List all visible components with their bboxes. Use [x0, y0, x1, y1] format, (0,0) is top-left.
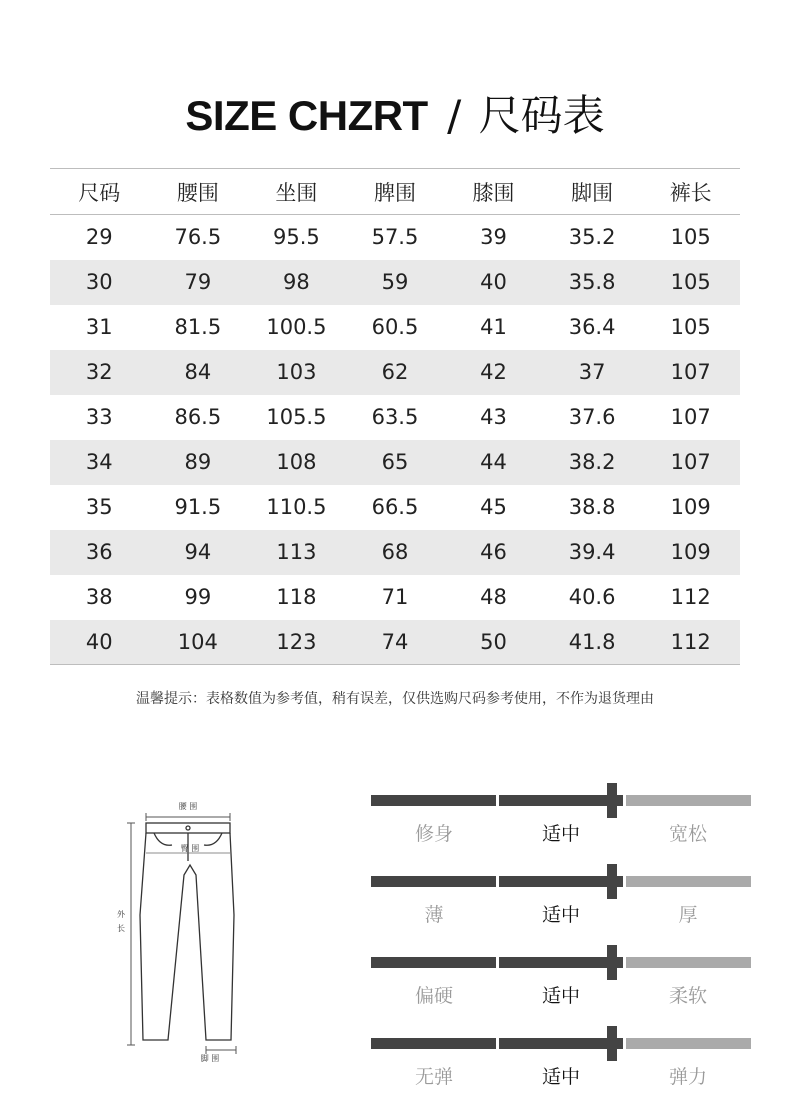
scale-label-right: 宽松: [668, 823, 707, 845]
table-header-row: [50, 169, 740, 215]
table-cell: 32: [85, 360, 113, 384]
table-cell: 37: [578, 360, 606, 384]
table-cell: 35.2: [568, 225, 616, 250]
scale-segment-right: [626, 876, 751, 887]
header-length: 裤长: [669, 180, 712, 205]
table-cell: 84: [184, 360, 212, 384]
table-cell: 108: [276, 450, 317, 474]
scale-label-right: 弹力: [668, 1066, 707, 1088]
table-cell: 110.5: [266, 495, 327, 519]
table-row: [50, 440, 740, 485]
label-length-2: 长: [117, 924, 125, 933]
scale-segment-mid: [499, 1038, 623, 1049]
scale-marker: [607, 1026, 617, 1061]
table-cell: 99: [184, 585, 212, 609]
table-row: [50, 530, 740, 575]
table-row: [50, 350, 740, 395]
table-cell: 44: [480, 450, 507, 474]
scale-label-mid: 适中: [541, 985, 580, 1007]
table-cell: 34: [85, 450, 113, 474]
scale-label-left: 薄: [424, 904, 444, 926]
table-cell: 112: [670, 629, 711, 654]
table-cell: 30: [85, 270, 113, 294]
table-cell: 40: [85, 629, 113, 654]
table-cell: 36.4: [568, 315, 616, 339]
table-cell: 35.8: [568, 270, 616, 294]
table-cell: 29: [85, 225, 113, 250]
table-cell: 48: [480, 585, 507, 609]
title-separator: /: [447, 91, 462, 140]
table-cell: 41: [480, 315, 507, 339]
table-cell: 105: [670, 270, 711, 294]
table-cell: 39: [480, 225, 507, 250]
scale-segment-left: [371, 957, 496, 968]
table-cell: 40.6: [568, 585, 616, 609]
scale-segment-mid: [499, 957, 623, 968]
table-cell: 89: [184, 450, 212, 474]
table-cell: 42: [480, 360, 507, 384]
table-cell: 74: [381, 629, 409, 654]
table-cell: 107: [670, 405, 711, 429]
table-cell: 46: [480, 540, 507, 564]
table-cell: 86.5: [174, 405, 222, 429]
header-waist: 腰围: [176, 180, 219, 205]
scale-segment-mid: [499, 795, 623, 806]
table-cell: 103: [276, 360, 317, 384]
label-hem: 脚 围: [200, 1054, 220, 1063]
scale-segment-mid: [499, 876, 623, 887]
title-english: SIZE CHZRT: [185, 92, 428, 139]
table-cell: 76.5: [174, 225, 222, 250]
table-cell: 79: [184, 270, 212, 294]
table-row: [50, 215, 740, 260]
title-chinese: 尺码表: [478, 91, 605, 140]
pants-diagram: [110, 795, 270, 1065]
table-cell: 105: [670, 315, 711, 339]
header-thigh: 脾围: [373, 180, 416, 205]
softness-scale: [371, 957, 751, 1027]
table-cell: 33: [85, 405, 113, 429]
label-waist: 腰 围: [178, 802, 198, 811]
table-cell: 38.2: [568, 450, 616, 474]
size-table: [50, 168, 740, 665]
header-size: 尺码: [78, 180, 121, 205]
scale-label-left: 修身: [414, 823, 453, 845]
table-cell: 37.6: [568, 405, 616, 429]
table-cell: 39.4: [568, 540, 616, 564]
table-cell: 100.5: [266, 315, 327, 339]
table-cell: 107: [670, 450, 711, 474]
table-row: [50, 620, 740, 665]
scale-label-left: 无弹: [414, 1066, 453, 1088]
table-cell: 59: [381, 270, 409, 294]
table-row: [50, 395, 740, 440]
scale-segment-right: [626, 957, 751, 968]
table-cell: 63.5: [371, 405, 419, 429]
table-cell: 31: [85, 315, 113, 339]
label-length-1: 外: [117, 910, 125, 919]
table-cell: 112: [670, 585, 711, 609]
scale-label-right: 厚: [678, 904, 698, 926]
scale-segment-left: [371, 876, 496, 887]
table-cell: 36: [85, 540, 113, 564]
table-cell: 91.5: [174, 495, 222, 519]
table-cell: 38: [85, 585, 113, 609]
table-cell: 94: [184, 540, 212, 564]
label-hip: 臀 围: [180, 844, 200, 853]
table-cell: 43: [480, 405, 507, 429]
table-cell: 71: [381, 585, 409, 609]
table-cell: 40: [480, 270, 507, 294]
table-row: [50, 305, 740, 350]
scale-label-right: 柔软: [668, 985, 707, 1007]
table-cell: 45: [480, 495, 507, 519]
pants-outline: [140, 823, 234, 1040]
scale-marker: [607, 783, 617, 818]
scale-segment-left: [371, 795, 496, 806]
table-cell: 118: [276, 585, 317, 609]
page-title: [0, 88, 790, 144]
table-cell: 109: [670, 495, 711, 519]
table-cell: 104: [177, 629, 218, 654]
table-cell: 62: [381, 360, 409, 384]
fit-scale: [371, 795, 751, 865]
table-cell: 109: [670, 540, 711, 564]
scale-label-mid: 适中: [541, 1066, 580, 1088]
thickness-scale: [371, 876, 751, 946]
scale-marker: [607, 864, 617, 899]
scale-label-mid: 适中: [541, 823, 580, 845]
scale-segment-right: [626, 1038, 751, 1049]
scale-segment-right: [626, 795, 751, 806]
scale-label-mid: 适中: [541, 904, 580, 926]
table-cell: 38.8: [568, 495, 616, 519]
table-cell: 123: [276, 629, 317, 654]
table-row: [50, 575, 740, 620]
table-cell: 105: [670, 225, 711, 250]
table-cell: 66.5: [371, 495, 419, 519]
scale-marker: [607, 945, 617, 980]
table-cell: 65: [381, 450, 409, 474]
header-knee: 膝围: [472, 180, 515, 205]
table-cell: 107: [670, 360, 711, 384]
scale-segment-left: [371, 1038, 496, 1049]
header-hem: 脚围: [571, 180, 614, 205]
scale-label-left: 偏硬: [414, 985, 453, 1007]
table-cell: 113: [276, 540, 317, 564]
elasticity-scale: [371, 1038, 751, 1108]
disclaimer-note: 温馨提示：表格数值为参考值，稍有误差，仅供选购尺码参考使用，不作为退货理由: [136, 691, 654, 707]
table-cell: 35: [85, 495, 113, 519]
table-row: [50, 485, 740, 530]
table-cell: 81.5: [174, 315, 222, 339]
table-cell: 57.5: [371, 225, 419, 250]
table-cell: 105.5: [266, 405, 327, 429]
table-row: [50, 260, 740, 305]
table-cell: 98: [283, 270, 310, 294]
table-cell: 95.5: [273, 225, 320, 250]
table-cell: 41.8: [568, 629, 616, 654]
table-cell: 68: [381, 540, 409, 564]
header-hip: 坐围: [275, 180, 318, 205]
table-cell: 60.5: [371, 315, 419, 339]
table-cell: 50: [480, 629, 507, 654]
